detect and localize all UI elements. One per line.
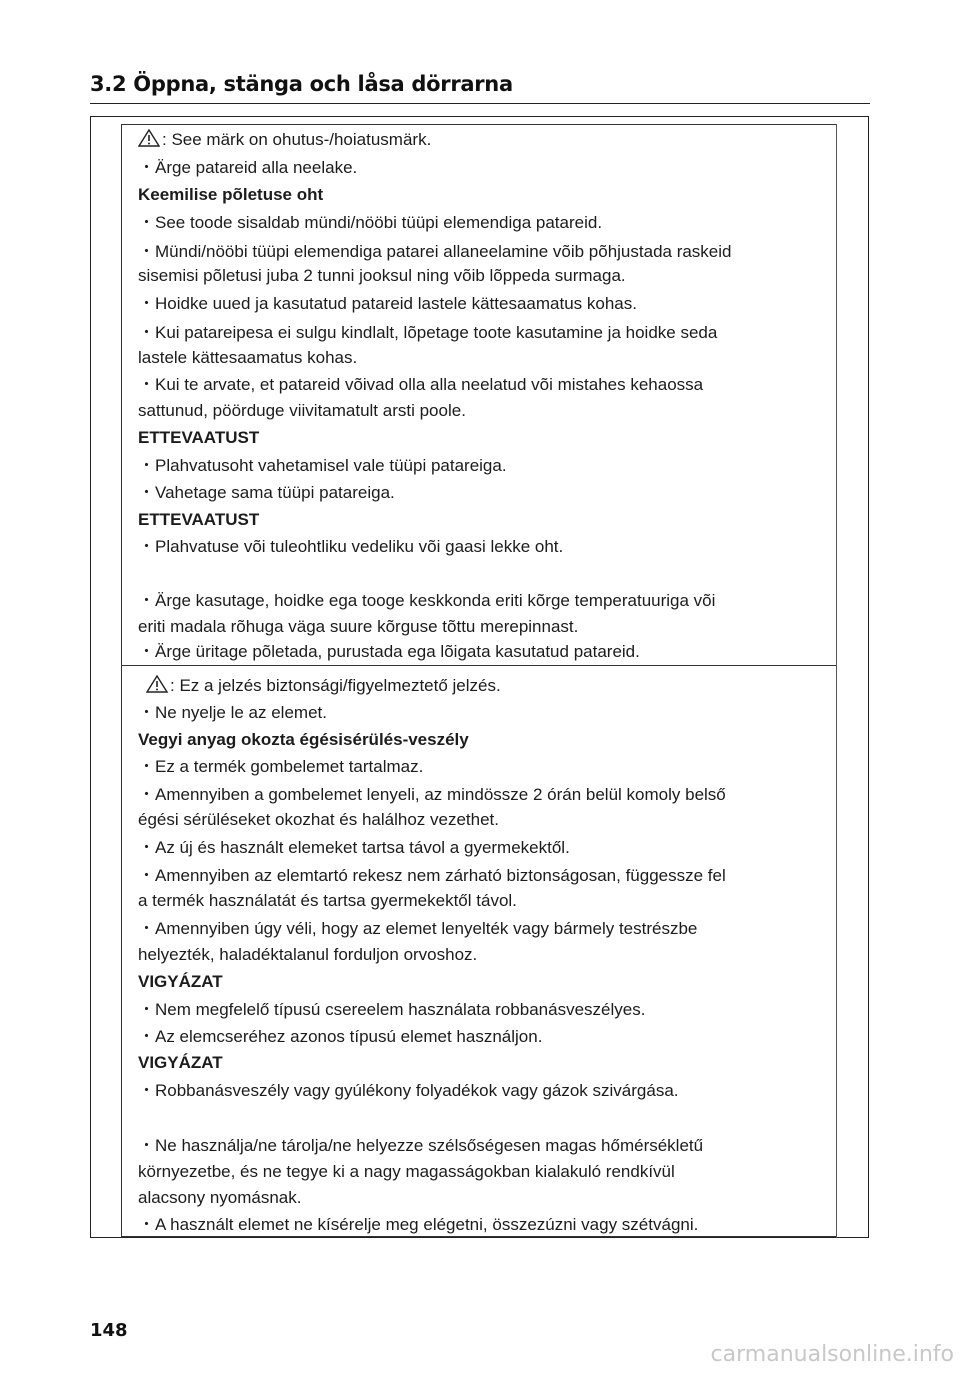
- hungarian-symbol-text: : Ez a jelzés biztonsági/figyelmeztető jelzés.: [170, 676, 501, 695]
- estonian-line: ・Ärge üritage põletada, purustada ega lõigata kasutatud patareid.: [138, 642, 640, 661]
- estonian-line: ・Kui te arvate, et patareid võivad olla alla neelatud või mistahes kehaossa: [138, 375, 704, 394]
- estonian-line: ・Ärge patareid alla neelake.: [138, 158, 358, 177]
- frame-right-rule: [836, 124, 837, 1238]
- estonian-line: lastele kättesaamatus kohas.: [138, 348, 358, 367]
- hungarian-heading: Vegyi anyag okozta égésisérülés-veszély: [138, 730, 469, 749]
- warning-triangle-icon: [138, 129, 160, 152]
- estonian-heading: ETTEVAATUST: [138, 510, 260, 529]
- frame-bottom-rule: [121, 1236, 836, 1237]
- hungarian-line: ・Ne nyelje le az elemet.: [138, 703, 327, 722]
- hungarian-line: ・Ne használja/ne tárolja/ne helyezze szélsőségesen magas hőmérsékletű: [138, 1136, 704, 1155]
- language-divider: [121, 665, 836, 666]
- section-title: 3.2 Öppna, stänga och låsa dörrarna: [90, 72, 513, 96]
- estonian-line: ・Mündi/nööbi tüüpi elemendiga patarei allaneelamine võib põhjustada raskeid: [138, 242, 732, 261]
- hungarian-line: ・Robbanásveszély vagy gyúlékony folyadékok vagy gázok szivárgása.: [138, 1081, 679, 1100]
- hungarian-line: a termék használatát és tartsa gyermekektől távol.: [138, 891, 517, 910]
- estonian-line: ・Ärge kasutage, hoidke ega tooge keskkonda eriti kõrge temperatuuriga või: [138, 591, 716, 610]
- estonian-line: eriti madala rõhuga väga suure kõrguse tõttu merepinnast.: [138, 617, 579, 636]
- hungarian-line: ・A használt elemet ne kísérelje meg elégetni, összezúzni vagy szétvágni.: [138, 1215, 699, 1234]
- estonian-line: sisemisi põletusi juba 2 tunni jooksul ning võib lõppeda surmaga.: [138, 266, 626, 285]
- hungarian-line: ・Ez a termék gombelemet tartalmaz.: [138, 757, 424, 776]
- estonian-line: ・Plahvatusoht vahetamisel vale tüüpi patareiga.: [138, 456, 507, 475]
- estonian-symbol-note: [138, 129, 431, 152]
- hungarian-line: környezetbe, és ne tegye ki a nagy magasságokban kialakuló rendkívül: [138, 1162, 675, 1181]
- hungarian-line: ・Az elemcseréhez azonos típusú elemet használjon.: [138, 1027, 543, 1046]
- hungarian-line: alacsony nyomásnak.: [138, 1188, 302, 1207]
- estonian-line: sattunud, pöörduge viivitamatult arsti poole.: [138, 401, 466, 420]
- title-rule: [90, 103, 870, 104]
- estonian-line: ・Kui patareipesa ei sulgu kindlalt, lõpetage toote kasutamine ja hoidke seda: [138, 323, 718, 342]
- estonian-line: ・Plahvatuse või tuleohtliku vedeliku või gaasi lekke oht.: [138, 537, 564, 556]
- hungarian-symbol-note: [146, 675, 501, 698]
- estonian-heading: ETTEVAATUST: [138, 428, 260, 447]
- hungarian-line: ・Amennyiben a gombelemet lenyeli, az mindössze 2 órán belül komoly belső: [138, 785, 726, 804]
- estonian-line: ・See toode sisaldab mündi/nööbi tüüpi elemendiga patareid.: [138, 213, 603, 232]
- hungarian-line: ・Amennyiben úgy véli, hogy az elemet lenyelték vagy bármely testrészbe: [138, 919, 698, 938]
- watermark: carmanualsonline.info: [710, 1342, 954, 1367]
- hungarian-heading: VIGYÁZAT: [138, 1053, 223, 1072]
- hungarian-line: helyezték, haladéktalanul forduljon orvoshoz.: [138, 945, 478, 964]
- estonian-heading: Keemilise põletuse oht: [138, 185, 324, 204]
- hungarian-line: ・Az új és használt elemeket tartsa távol a gyermekektől.: [138, 838, 570, 857]
- frame-top-rule: [121, 124, 836, 125]
- frame-left-rule: [121, 124, 122, 1238]
- hungarian-line: ・Nem megfelelő típusú csereelem használata robbanásveszélyes.: [138, 1000, 646, 1019]
- estonian-line: ・Hoidke uued ja kasutatud patareid lastele kättesaamatus kohas.: [138, 294, 637, 313]
- warning-triangle-icon: [146, 675, 168, 698]
- hungarian-line: égési sérüléseket okozhat és halálhoz vezethet.: [138, 810, 500, 829]
- hungarian-heading: VIGYÁZAT: [138, 972, 223, 991]
- estonian-line: ・Vahetage sama tüüpi patareiga.: [138, 483, 395, 502]
- page-number: 148: [90, 1320, 128, 1341]
- estonian-symbol-text: : See märk on ohutus-/hoiatusmärk.: [162, 130, 432, 149]
- hungarian-line: ・Amennyiben az elemtartó rekesz nem zárható biztonságosan, függessze fel: [138, 866, 726, 885]
